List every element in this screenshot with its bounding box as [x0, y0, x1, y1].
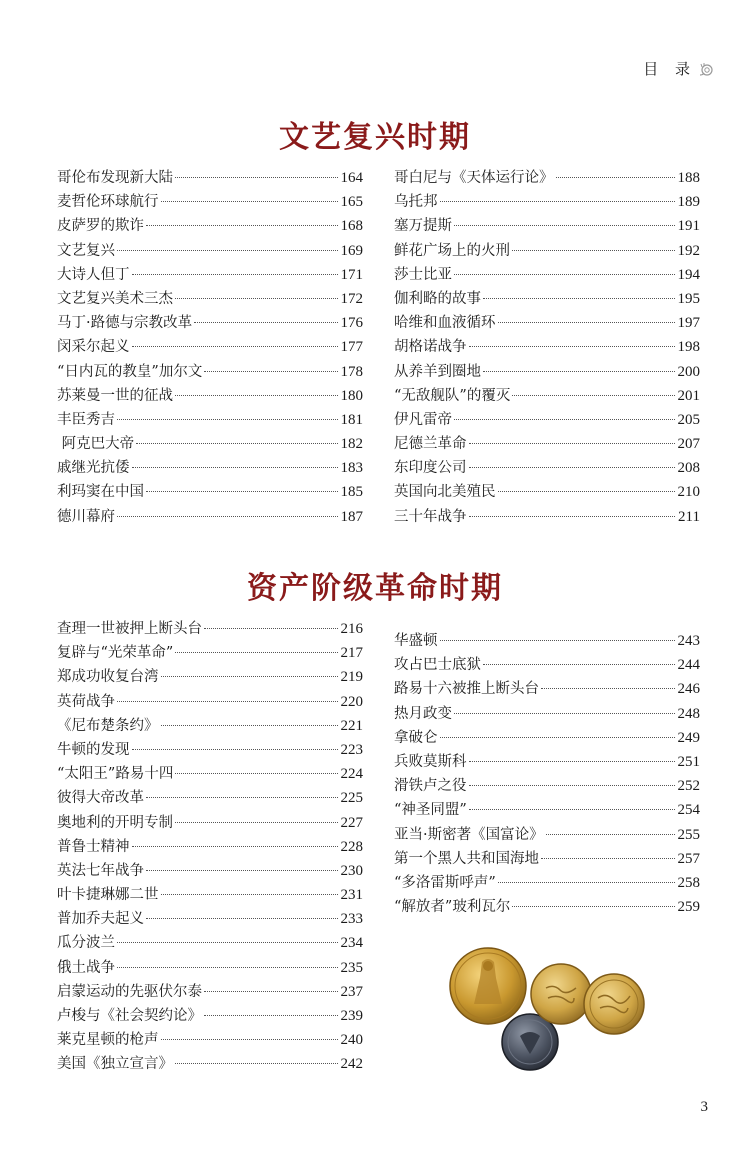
dot-leader: [512, 906, 674, 907]
entry-title: 从养羊到圈地: [394, 363, 481, 380]
entry-title: 热月政变: [394, 705, 452, 722]
entry-page: 255: [677, 826, 700, 843]
entry-page: 177: [340, 339, 363, 356]
dot-leader: [469, 809, 675, 810]
entry-title: 阿克巴大帝: [57, 436, 135, 453]
toc-entry[interactable]: [394, 456, 700, 480]
entry-page: 228: [340, 838, 363, 855]
coins-illustration: [448, 944, 658, 1074]
entry-title: 塞万提斯: [394, 218, 452, 235]
toc-entry[interactable]: [394, 505, 700, 529]
dot-leader: [454, 419, 675, 420]
toc-entry[interactable]: [394, 214, 700, 238]
entry-page: 187: [340, 508, 363, 525]
dot-leader: [146, 797, 338, 798]
toc-entry[interactable]: [57, 931, 363, 955]
entry-title: 皮萨罗的欺诈: [57, 218, 144, 235]
entry-page: 191: [677, 218, 700, 235]
entry-title: 亚当·斯密著《国富论》: [394, 826, 544, 843]
entry-title: 三十年战争: [394, 508, 467, 525]
toc-entry[interactable]: [57, 505, 363, 529]
entry-title: 胡格诺战争: [394, 339, 467, 356]
dot-leader: [146, 870, 338, 871]
entry-page: 258: [677, 874, 700, 891]
entry-title: 闵采尔起义: [57, 339, 130, 356]
toc-entry[interactable]: [57, 1052, 363, 1076]
toc-entry[interactable]: [57, 883, 363, 907]
dot-leader: [194, 322, 337, 323]
toc-entry[interactable]: [394, 798, 700, 822]
entry-title: 文艺复兴美术三杰: [57, 290, 173, 307]
entry-page: 185: [340, 484, 363, 501]
toc-entry[interactable]: [57, 811, 363, 835]
entry-page: 208: [677, 460, 700, 477]
toc-entry[interactable]: [394, 726, 700, 750]
toc-entry[interactable]: [394, 871, 700, 895]
entry-page: 200: [677, 363, 700, 380]
entry-page: 257: [677, 850, 700, 867]
dot-leader: [469, 761, 675, 762]
dot-leader: [483, 371, 675, 372]
dot-leader: [512, 250, 675, 251]
toc-entry[interactable]: [57, 360, 363, 384]
dot-leader: [175, 1063, 338, 1064]
toc-entry[interactable]: [57, 408, 363, 432]
entry-title: 哥伦布发现新大陆: [57, 170, 173, 186]
toc-column-renaissance-right: [394, 166, 700, 529]
toc-entry[interactable]: [57, 641, 363, 665]
dot-leader: [498, 322, 675, 323]
entry-page: 259: [677, 899, 700, 916]
entry-page: 244: [677, 657, 700, 674]
dot-leader: [498, 491, 675, 492]
dot-leader: [132, 346, 338, 347]
toc-entry[interactable]: [57, 738, 363, 762]
entry-page: 183: [340, 460, 363, 477]
entry-page: 171: [340, 266, 363, 283]
dot-leader: [483, 298, 675, 299]
entry-title: 查理一世被押上断头台: [57, 621, 202, 637]
toc-entry[interactable]: [394, 311, 700, 335]
toc-entry[interactable]: [57, 690, 363, 714]
entry-page: 217: [340, 645, 363, 662]
dot-leader: [469, 467, 675, 468]
entry-title: 莎士比亚: [394, 266, 452, 283]
entry-page: 181: [340, 411, 363, 428]
toc-entry[interactable]: [57, 980, 363, 1004]
dot-leader: [161, 676, 338, 677]
toc-column-revolution-right: [394, 629, 700, 919]
header-label: 目 录: [643, 60, 696, 78]
dot-leader: [469, 785, 675, 786]
entry-title: “日内瓦的教皇”加尔文: [57, 363, 203, 380]
dot-leader: [132, 749, 338, 750]
entry-title: 东印度公司: [394, 460, 467, 477]
dot-leader: [204, 628, 338, 629]
toc-entry[interactable]: [394, 287, 700, 311]
snail-icon: [698, 61, 714, 77]
toc-entry[interactable]: [57, 384, 363, 408]
dot-leader: [117, 701, 338, 702]
entry-title: 滑铁卢之役: [394, 778, 467, 795]
dot-leader: [132, 467, 338, 468]
toc-entry[interactable]: [57, 617, 363, 641]
dot-leader: [454, 713, 675, 714]
toc-entry[interactable]: [394, 702, 700, 726]
entry-page: 169: [340, 242, 363, 259]
toc-entry[interactable]: [57, 456, 363, 480]
dot-leader: [117, 516, 338, 517]
toc-entry[interactable]: [57, 311, 363, 335]
entry-page: 223: [340, 741, 363, 758]
toc-entry[interactable]: [57, 239, 363, 263]
toc-entry[interactable]: [394, 823, 700, 847]
entry-page: 243: [677, 633, 700, 649]
dot-leader: [117, 942, 338, 943]
dot-leader: [117, 250, 338, 251]
entry-title: 攻占巴士底狱: [394, 657, 481, 674]
entry-title: 郑成功收复台湾: [57, 669, 159, 686]
toc-entry[interactable]: [394, 190, 700, 214]
entry-page: 201: [677, 387, 700, 404]
dot-leader: [541, 858, 675, 859]
entry-page: 242: [340, 1056, 363, 1073]
entry-title: 英荷战争: [57, 693, 115, 710]
entry-page: 227: [340, 814, 363, 831]
entry-title: 瓜分波兰: [57, 935, 115, 952]
dot-leader: [546, 834, 675, 835]
toc-entry[interactable]: [57, 1004, 363, 1028]
dot-leader: [161, 894, 338, 895]
entry-page: 182: [340, 436, 363, 453]
entry-title: 兵败莫斯科: [394, 753, 467, 770]
dot-leader: [132, 274, 338, 275]
entry-title: 乌托邦: [394, 194, 438, 211]
dot-leader: [204, 991, 338, 992]
entry-title: “无敌舰队”的覆灭: [394, 387, 511, 404]
toc-entry[interactable]: [57, 859, 363, 883]
dot-leader: [204, 1015, 338, 1016]
entry-title: 德川幕府: [57, 508, 115, 525]
entry-page: 176: [340, 315, 363, 332]
entry-page: 234: [340, 935, 363, 952]
entry-page: 224: [340, 766, 363, 783]
toc-entry[interactable]: [394, 847, 700, 871]
toc-entry[interactable]: [57, 1028, 363, 1052]
entry-title: 马丁·路德与宗教改革: [57, 315, 193, 332]
toc-entry[interactable]: [57, 335, 363, 359]
entry-page: 188: [677, 170, 700, 186]
dot-leader: [440, 201, 675, 202]
dot-leader: [175, 177, 338, 178]
dot-leader: [556, 177, 675, 178]
toc-entry[interactable]: [394, 480, 700, 504]
toc-entry[interactable]: [394, 335, 700, 359]
gold-coin-inscription-small: [531, 964, 591, 1024]
entry-title: 哥白尼与《天体运行论》: [394, 170, 554, 186]
entry-page: 165: [340, 194, 363, 211]
entry-title: 卢梭与《社会契约论》: [57, 1008, 202, 1024]
entry-title: 华盛顿: [394, 633, 438, 649]
entry-page: 249: [677, 729, 700, 746]
entry-title: 路易十六被推上断头台: [394, 681, 539, 698]
entry-page: 235: [340, 959, 363, 976]
entry-title: 复辟与“光荣革命”: [57, 645, 174, 662]
entry-page: 239: [340, 1008, 363, 1024]
entry-page: 219: [340, 669, 363, 686]
entry-page: 164: [340, 170, 363, 186]
dot-leader: [117, 419, 338, 420]
dot-leader: [175, 822, 338, 823]
entry-page: 195: [677, 290, 700, 307]
entry-page: 233: [340, 911, 363, 928]
entry-title: 普鲁士精神: [57, 838, 130, 855]
entry-page: 180: [340, 387, 363, 404]
toc-entry[interactable]: [57, 214, 363, 238]
entry-page: 216: [340, 621, 363, 637]
toc-entry[interactable]: [394, 360, 700, 384]
dot-leader: [161, 201, 338, 202]
entry-page: 254: [677, 802, 700, 819]
entry-title: 美国《独立宣言》: [57, 1056, 173, 1073]
dot-leader: [161, 1039, 338, 1040]
dot-leader: [136, 443, 337, 444]
dot-leader: [469, 516, 676, 517]
entry-title: 英法七年战争: [57, 862, 144, 879]
entry-page: 248: [677, 705, 700, 722]
toc-entry[interactable]: [394, 677, 700, 701]
entry-page: 246: [677, 681, 700, 698]
page-header: [643, 58, 714, 79]
entry-page: 198: [677, 339, 700, 356]
entry-title: 苏莱曼一世的征战: [57, 387, 173, 404]
entry-title: 哈维和血液循环: [394, 315, 496, 332]
dot-leader: [175, 773, 337, 774]
entry-title: “太阳王”路易十四: [57, 766, 174, 783]
entry-page: 252: [677, 778, 700, 795]
dot-leader: [454, 225, 675, 226]
entry-title: 彼得大帝改革: [57, 790, 144, 807]
section-title-bourgeois-revolution: 资产阶级革命时期: [247, 571, 503, 606]
toc-entry[interactable]: [57, 762, 363, 786]
entry-title: 鲜花广场上的火刑: [394, 242, 510, 259]
entry-title: 文艺复兴: [57, 242, 115, 259]
toc-entry[interactable]: [57, 480, 363, 504]
toc-entry[interactable]: [394, 384, 700, 408]
dot-leader: [440, 640, 675, 641]
entry-title: 利玛窦在中国: [57, 484, 144, 501]
entry-page: 192: [677, 242, 700, 259]
entry-title: 拿破仑: [394, 729, 438, 746]
entry-title: “解放者”玻利瓦尔: [394, 899, 511, 916]
entry-title: 伊凡雷帝: [394, 411, 452, 428]
entry-title: 丰臣秀吉: [57, 411, 115, 428]
toc-entry[interactable]: [394, 432, 700, 456]
entry-page: 197: [677, 315, 700, 332]
dot-leader: [175, 298, 338, 299]
entry-title: 英国向北美殖民: [394, 484, 496, 501]
toc-entry[interactable]: [394, 750, 700, 774]
entry-title: 俄土战争: [57, 959, 115, 976]
toc-entry[interactable]: [57, 956, 363, 980]
entry-page: 205: [677, 411, 700, 428]
toc-entry[interactable]: [394, 895, 700, 919]
entry-title: 伽利略的故事: [394, 290, 481, 307]
toc-entry[interactable]: [394, 408, 700, 432]
toc-column-renaissance-left: [57, 166, 363, 529]
entry-page: 189: [677, 194, 700, 211]
entry-title: 第一个黑人共和国海地: [394, 850, 539, 867]
entry-page: 221: [340, 717, 363, 734]
toc-entry[interactable]: [57, 786, 363, 810]
entry-page: 231: [340, 887, 363, 904]
entry-title: “神圣同盟”: [394, 802, 467, 819]
toc-entry[interactable]: [394, 239, 700, 263]
entry-page: 230: [340, 862, 363, 879]
entry-page: 251: [677, 753, 700, 770]
entry-page: 237: [340, 983, 363, 1000]
dot-leader: [132, 846, 338, 847]
dot-leader: [146, 225, 338, 226]
toc-entry[interactable]: [394, 774, 700, 798]
section-title-renaissance: 文艺复兴时期: [279, 120, 471, 155]
toc-entry[interactable]: [57, 714, 363, 738]
entry-title: 启蒙运动的先驱伏尔泰: [57, 983, 202, 1000]
dot-leader: [117, 967, 338, 968]
entry-title: 尼德兰革命: [394, 436, 467, 453]
entry-title: “多洛雷斯呼声”: [394, 874, 496, 891]
entry-title: 麦哲伦环球航行: [57, 194, 159, 211]
entry-title: 普加乔夫起义: [57, 911, 144, 928]
toc-entry[interactable]: [57, 432, 363, 456]
entry-title: 大诗人但丁: [57, 266, 130, 283]
entry-page: 178: [340, 363, 363, 380]
entry-page: 240: [340, 1032, 363, 1049]
dot-leader: [541, 688, 675, 689]
toc-entry[interactable]: [394, 166, 700, 190]
toc-entry[interactable]: [57, 835, 363, 859]
entry-page: 225: [340, 790, 363, 807]
gold-coin-inscription-large: [584, 974, 644, 1034]
dot-leader: [175, 395, 338, 396]
dot-leader: [469, 443, 675, 444]
entry-page: 168: [340, 218, 363, 235]
entry-page: 220: [340, 693, 363, 710]
toc-entry[interactable]: [57, 263, 363, 287]
entry-page: 210: [677, 484, 700, 501]
dot-leader: [512, 395, 674, 396]
entry-title: 莱克星顿的枪声: [57, 1032, 159, 1049]
toc-entry[interactable]: [57, 166, 363, 190]
dot-leader: [175, 652, 337, 653]
entry-title: 戚继光抗倭: [57, 460, 130, 477]
toc-entry[interactable]: [394, 263, 700, 287]
dot-leader: [440, 737, 675, 738]
dot-leader: [483, 664, 675, 665]
entry-page: 172: [340, 290, 363, 307]
dot-leader: [454, 274, 675, 275]
entry-title: 叶卡捷琳娜二世: [57, 887, 159, 904]
page-number: 3: [700, 1099, 708, 1115]
toc-column-revolution-left: [57, 617, 363, 1077]
dot-leader: [146, 918, 338, 919]
entry-title: 《尼布楚条约》: [57, 717, 159, 734]
toc-entry[interactable]: [394, 629, 700, 653]
dot-leader: [469, 346, 675, 347]
entry-page: 194: [677, 266, 700, 283]
toc-entry[interactable]: [57, 907, 363, 931]
toc-entry[interactable]: [57, 665, 363, 689]
dot-leader: [146, 491, 338, 492]
gold-coin-figure: [450, 948, 526, 1024]
dot-leader: [204, 371, 337, 372]
entry-title: 牛顿的发现: [57, 741, 130, 758]
toc-entry[interactable]: [57, 287, 363, 311]
entry-page: 211: [678, 508, 700, 525]
entry-page: 207: [677, 436, 700, 453]
toc-entry[interactable]: [394, 653, 700, 677]
dot-leader: [161, 725, 338, 726]
dot-leader: [498, 882, 675, 883]
toc-entry[interactable]: [57, 190, 363, 214]
entry-title: 奥地利的开明专制: [57, 814, 173, 831]
